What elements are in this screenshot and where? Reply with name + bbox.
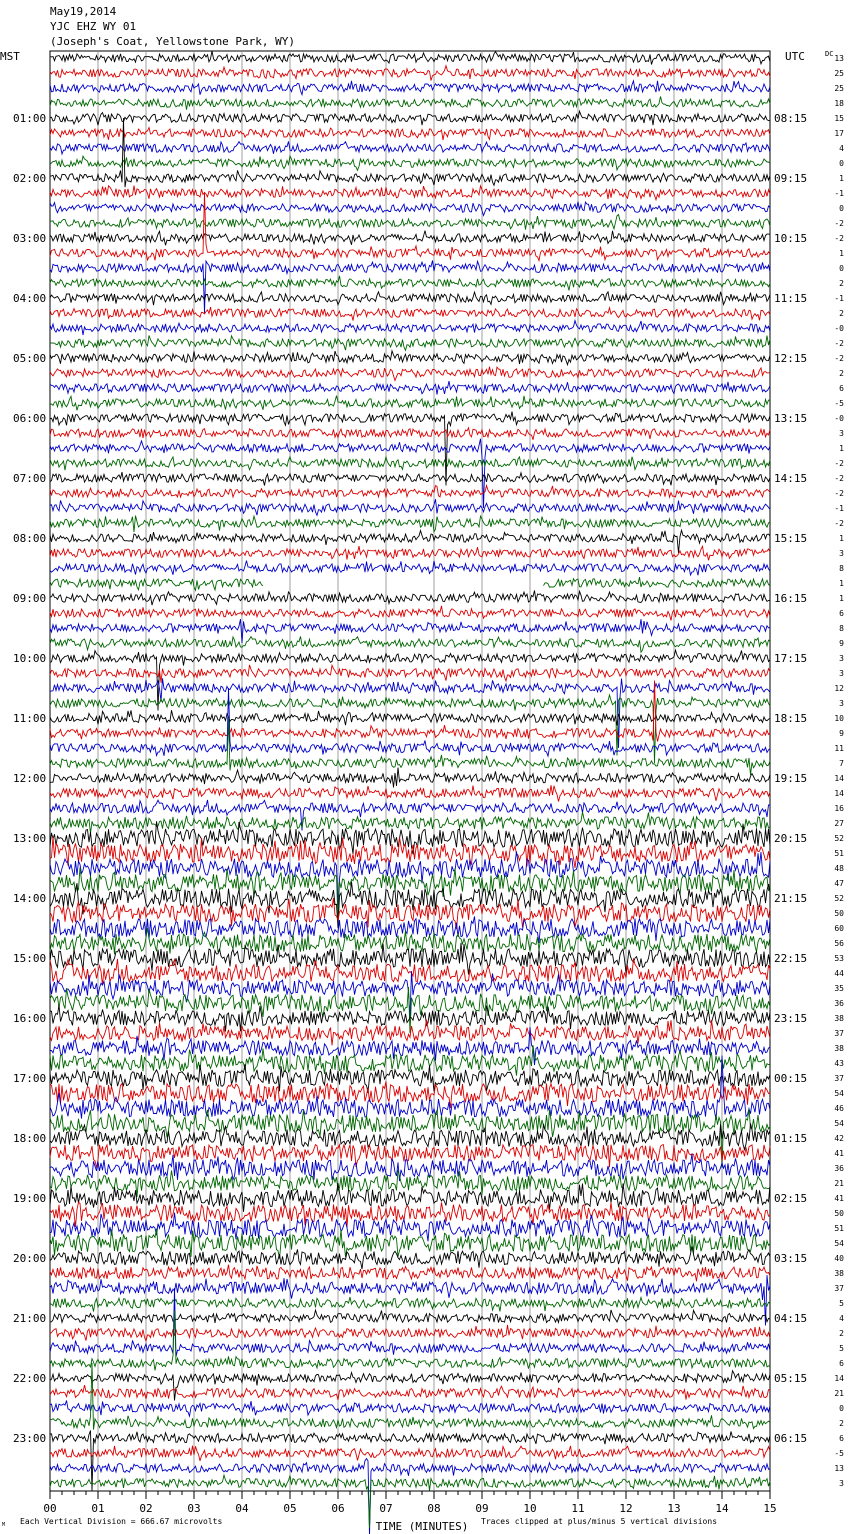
- trace-row: [50, 141, 770, 154]
- trace-row: [50, 1170, 770, 1197]
- dc-offset-value: -5: [834, 399, 844, 408]
- dc-offset-value: 2: [839, 309, 844, 318]
- dc-offset-value: -2: [834, 489, 844, 498]
- dc-offset-value: 53: [834, 954, 844, 963]
- left-hour-label: 04:00: [13, 292, 47, 305]
- dc-offset-value: 41: [834, 1194, 844, 1203]
- x-tick-label: 09: [475, 1502, 489, 1515]
- dc-offset-value: 11: [834, 744, 844, 753]
- trace-row: [50, 1363, 770, 1430]
- dc-offset-value: 18: [834, 99, 844, 108]
- dc-offset-value: -0: [834, 414, 844, 423]
- dc-offset-value: -2: [834, 339, 844, 348]
- dc-offset-value: 2: [839, 369, 844, 378]
- trace-row: [50, 202, 770, 216]
- dc-offset-value: 27: [834, 819, 844, 828]
- right-hour-label: 02:15: [774, 1192, 808, 1205]
- trace-row: [50, 381, 770, 394]
- left-hour-label: 03:00: [13, 232, 47, 245]
- dc-offset-value: 9: [839, 729, 844, 738]
- dc-offset-value: 38: [834, 1044, 844, 1053]
- dc-offset-value: 5: [839, 1299, 844, 1308]
- right-hour-label: 16:15: [774, 592, 808, 605]
- dc-offset-value: 52: [834, 894, 844, 903]
- x-tick-label: 02: [139, 1502, 153, 1515]
- trace-row: [50, 111, 770, 125]
- dc-offset-header: DC: [825, 50, 834, 58]
- trace-row: [50, 81, 770, 95]
- trace-row: [50, 867, 770, 920]
- trace-row: [50, 186, 770, 200]
- trace-row: [50, 577, 770, 590]
- dc-offset-value: 54: [834, 1239, 844, 1248]
- trace-row: [50, 619, 770, 643]
- trace-row: [50, 546, 770, 560]
- dc-offset-value: 6: [839, 1434, 844, 1443]
- trace-row: [50, 231, 770, 246]
- station-code: YJC EHZ WY 01: [50, 20, 137, 33]
- dc-offset-value: -2: [834, 354, 844, 363]
- x-tick-label: 04: [235, 1502, 249, 1515]
- trace-row: [50, 1371, 770, 1401]
- trace-row: [50, 321, 770, 335]
- trace-row: [50, 307, 770, 320]
- dc-offset-value: 51: [834, 1224, 844, 1233]
- left-hour-label: 20:00: [13, 1252, 47, 1265]
- x-tick-label: 01: [91, 1502, 105, 1515]
- dc-offset-value: 37: [834, 1284, 844, 1293]
- trace-row: [50, 636, 770, 652]
- dc-offset-value: 48: [834, 864, 844, 873]
- right-hour-label: 09:15: [774, 172, 808, 185]
- dc-offset-value: 41: [834, 1149, 844, 1158]
- trace-row: [50, 1229, 770, 1259]
- trace-row: [50, 472, 770, 485]
- dc-offset-value: 14: [834, 774, 844, 783]
- left-hour-label: 02:00: [13, 172, 47, 185]
- dc-offset-value: -1: [834, 189, 844, 198]
- dc-offset-value: 1: [839, 594, 844, 603]
- right-hour-label: 08:15: [774, 112, 808, 125]
- x-tick-label: 14: [715, 1502, 729, 1515]
- dc-offset-value: 2: [839, 1329, 844, 1338]
- left-hour-label: 07:00: [13, 472, 47, 485]
- plot-date: May19,2014: [50, 5, 117, 18]
- trace-row: [50, 1446, 770, 1461]
- right-hour-label: 04:15: [774, 1312, 808, 1325]
- dc-offset-value: 4: [839, 1314, 844, 1323]
- trace-row: [50, 785, 770, 801]
- trace-row: [50, 97, 770, 110]
- dc-offset-value: 60: [834, 924, 844, 933]
- trace-row: [50, 51, 770, 65]
- trace-row: [50, 457, 770, 470]
- dc-offset-value: 1: [839, 579, 844, 588]
- left-hour-label: 15:00: [13, 952, 47, 965]
- trace-row: [50, 1401, 770, 1417]
- left-hour-label: 21:00: [13, 1312, 47, 1325]
- dc-offset-value: 54: [834, 1119, 844, 1128]
- trace-row: [50, 1385, 770, 1400]
- dc-offset-value: 50: [834, 909, 844, 918]
- trace-row: [50, 335, 770, 350]
- station-location: (Joseph's Coat, Yellowstone Park, WY): [50, 35, 296, 48]
- right-hour-label: 17:15: [774, 652, 808, 665]
- right-hour-label: 01:15: [774, 1132, 808, 1145]
- dc-offset-value: 0: [839, 264, 844, 273]
- dc-offset-value: 47: [834, 879, 844, 888]
- trace-row: [50, 261, 770, 314]
- x-tick-label: 06: [331, 1502, 345, 1515]
- dc-offset-value: 0: [839, 1404, 844, 1413]
- trace-row: [50, 292, 770, 305]
- dc-offset-value: 56: [834, 939, 844, 948]
- x-tick-label: 10: [523, 1502, 537, 1515]
- trace-row: [50, 591, 770, 606]
- dc-offset-value: 37: [834, 1074, 844, 1083]
- trace-row: [50, 1183, 770, 1212]
- x-tick-label: 07: [379, 1502, 393, 1515]
- trace-row: [50, 1247, 770, 1270]
- right-hour-label: 12:15: [774, 352, 808, 365]
- x-tick-label: 03: [187, 1502, 201, 1515]
- x-tick-label: 08: [427, 1502, 441, 1515]
- x-tick-label: 11: [571, 1502, 585, 1515]
- dc-offset-value: 3: [839, 654, 844, 663]
- dc-offset-value: 8: [839, 564, 844, 573]
- dc-offset-value: 2: [839, 279, 844, 288]
- dc-offset-value: 6: [839, 609, 844, 618]
- left-hour-label: 01:00: [13, 112, 47, 125]
- right-hour-label: 11:15: [774, 292, 808, 305]
- corner-mark: M: [2, 1522, 6, 1528]
- trace-row: [50, 561, 770, 576]
- left-hour-label: 18:00: [13, 1132, 47, 1145]
- trace-row: [50, 837, 770, 868]
- left-hour-label: 23:00: [13, 1432, 47, 1445]
- right-hour-label: 19:15: [774, 772, 808, 785]
- trace-row: [50, 66, 770, 81]
- trace-row: [50, 367, 770, 381]
- left-timezone-label: MST: [0, 50, 20, 63]
- right-hour-label: 15:15: [774, 532, 808, 545]
- trace-row: [50, 1045, 770, 1075]
- x-tick-label: 15: [763, 1502, 777, 1515]
- trace-row: [50, 215, 770, 230]
- trace-row: [50, 882, 770, 928]
- dc-offset-value: 8: [839, 624, 844, 633]
- trace-row: [50, 396, 770, 411]
- trace-row: [50, 516, 770, 532]
- left-hour-label: 14:00: [13, 892, 47, 905]
- trace-row: [50, 193, 770, 261]
- dc-offset-value: 54: [834, 1089, 844, 1098]
- trace-row: [50, 710, 770, 725]
- dc-offset-value: -2: [834, 519, 844, 528]
- dc-offset-value: 50: [834, 1209, 844, 1218]
- x-tick-label: 00: [43, 1502, 57, 1515]
- trace-row: [50, 606, 770, 621]
- left-hour-label: 06:00: [13, 412, 47, 425]
- trace-row: [50, 1325, 770, 1341]
- dc-offset-value: 21: [834, 1389, 844, 1398]
- trace-row: [50, 439, 770, 508]
- trace-row: [50, 276, 770, 291]
- trace-row: [50, 118, 770, 187]
- left-hour-label: 17:00: [13, 1072, 47, 1085]
- dc-offset-value: 14: [834, 789, 844, 798]
- dc-offset-value: 43: [834, 1059, 844, 1068]
- left-hour-label: 11:00: [13, 712, 47, 725]
- trace-row: [50, 768, 770, 788]
- x-tick-label: 13: [667, 1502, 681, 1515]
- trace-row: [50, 428, 770, 440]
- dc-offset-value: -2: [834, 234, 844, 243]
- left-hour-label: 12:00: [13, 772, 47, 785]
- dc-offset-value: 38: [834, 1014, 844, 1023]
- dc-offset-value: 46: [834, 1104, 844, 1113]
- dc-offset-value: 15: [834, 114, 844, 123]
- x-tick-label: 05: [283, 1502, 297, 1515]
- left-hour-label: 19:00: [13, 1192, 47, 1205]
- right-hour-label: 14:15: [774, 472, 808, 485]
- dc-offset-value: 13: [834, 54, 844, 63]
- dc-offset-value: 7: [839, 759, 844, 768]
- right-hour-label: 13:15: [774, 412, 808, 425]
- dc-offset-value: 1: [839, 444, 844, 453]
- left-hour-label: 05:00: [13, 352, 47, 365]
- dc-offset-value: -2: [834, 474, 844, 483]
- dc-offset-value: 51: [834, 849, 844, 858]
- right-hour-label: 22:15: [774, 952, 808, 965]
- left-hour-label: 08:00: [13, 532, 47, 545]
- dc-offset-value: -2: [834, 459, 844, 468]
- dc-offset-value: 42: [834, 1134, 844, 1143]
- dc-offset-value: 3: [839, 549, 844, 558]
- dc-offset-value: 21: [834, 1179, 844, 1188]
- dc-offset-value: 17: [834, 129, 844, 138]
- dc-offset-value: 40: [834, 1254, 844, 1263]
- dc-offset-value: 25: [834, 69, 844, 78]
- trace-row: [50, 678, 770, 748]
- dc-offset-value: -1: [834, 504, 844, 513]
- trace-row: [50, 1056, 770, 1120]
- dc-offset-value: -1: [834, 294, 844, 303]
- x-tick-label: 12: [619, 1502, 633, 1515]
- dc-offset-value: 36: [834, 999, 844, 1008]
- right-hour-label: 06:15: [774, 1432, 808, 1445]
- clipping-note: Traces clipped at plus/minus 5 vertical divisions: [481, 1517, 718, 1526]
- dc-offset-value: 3: [839, 429, 844, 438]
- right-hour-label: 18:15: [774, 712, 808, 725]
- trace-row: [50, 1297, 770, 1312]
- right-hour-label: 05:15: [774, 1372, 808, 1385]
- trace-row: [50, 128, 770, 140]
- dc-offset-value: 52: [834, 834, 844, 843]
- dc-offset-value: -2: [834, 219, 844, 228]
- left-hour-label: 10:00: [13, 652, 47, 665]
- dc-offset-value: 0: [839, 204, 844, 213]
- left-hour-label: 09:00: [13, 592, 47, 605]
- dc-offset-value: 35: [834, 984, 844, 993]
- left-hour-label: 22:00: [13, 1372, 47, 1385]
- dc-offset-value: 16: [834, 804, 844, 813]
- trace-row: [50, 681, 770, 742]
- trace-row: [50, 351, 770, 365]
- dc-offset-value: 13: [834, 1464, 844, 1473]
- x-axis-title: TIME (MINUTES): [375, 1520, 469, 1533]
- left-hour-label: 13:00: [13, 832, 47, 845]
- dc-offset-value: -0: [834, 324, 844, 333]
- dc-offset-value: 1: [839, 174, 844, 183]
- dc-offset-value: 4: [839, 144, 844, 153]
- right-hour-label: 10:15: [774, 232, 808, 245]
- dc-offset-value: 3: [839, 1479, 844, 1488]
- right-timezone-label: UTC: [785, 50, 805, 63]
- dc-offset-value: 0: [839, 159, 844, 168]
- trace-row: [50, 499, 770, 515]
- trace-row: [50, 486, 770, 498]
- right-hour-label: 03:15: [774, 1252, 808, 1265]
- dc-offset-value: 36: [834, 1164, 844, 1173]
- dc-offset-value: 38: [834, 1269, 844, 1278]
- left-hour-label: 16:00: [13, 1012, 47, 1025]
- dc-offset-value: 12: [834, 684, 844, 693]
- right-hour-label: 20:15: [774, 832, 808, 845]
- dc-offset-value: 6: [839, 1359, 844, 1368]
- dc-offset-value: 5: [839, 1344, 844, 1353]
- dc-offset-value: 14: [834, 1374, 844, 1383]
- right-hour-label: 23:15: [774, 1012, 808, 1025]
- dc-offset-value: 1: [839, 249, 844, 258]
- dc-offset-value: 44: [834, 969, 844, 978]
- dc-offset-value: 1: [839, 534, 844, 543]
- dc-offset-value: 2: [839, 1419, 844, 1428]
- dc-offset-value: 25: [834, 84, 844, 93]
- dc-offset-value: 10: [834, 714, 844, 723]
- vertical-division-note: Each Vertical Division = 666.67 microvolts: [20, 1517, 223, 1526]
- dc-offset-value: 3: [839, 669, 844, 678]
- trace-row: [50, 156, 770, 170]
- dc-offset-value: -5: [834, 1449, 844, 1458]
- dc-offset-value: 6: [839, 384, 844, 393]
- trace-row: [50, 1310, 770, 1323]
- right-hour-label: 00:15: [774, 1072, 808, 1085]
- right-hour-label: 21:15: [774, 892, 808, 905]
- dc-offset-value: 37: [834, 1029, 844, 1038]
- dc-offset-value: 9: [839, 639, 844, 648]
- dc-offset-value: 3: [839, 699, 844, 708]
